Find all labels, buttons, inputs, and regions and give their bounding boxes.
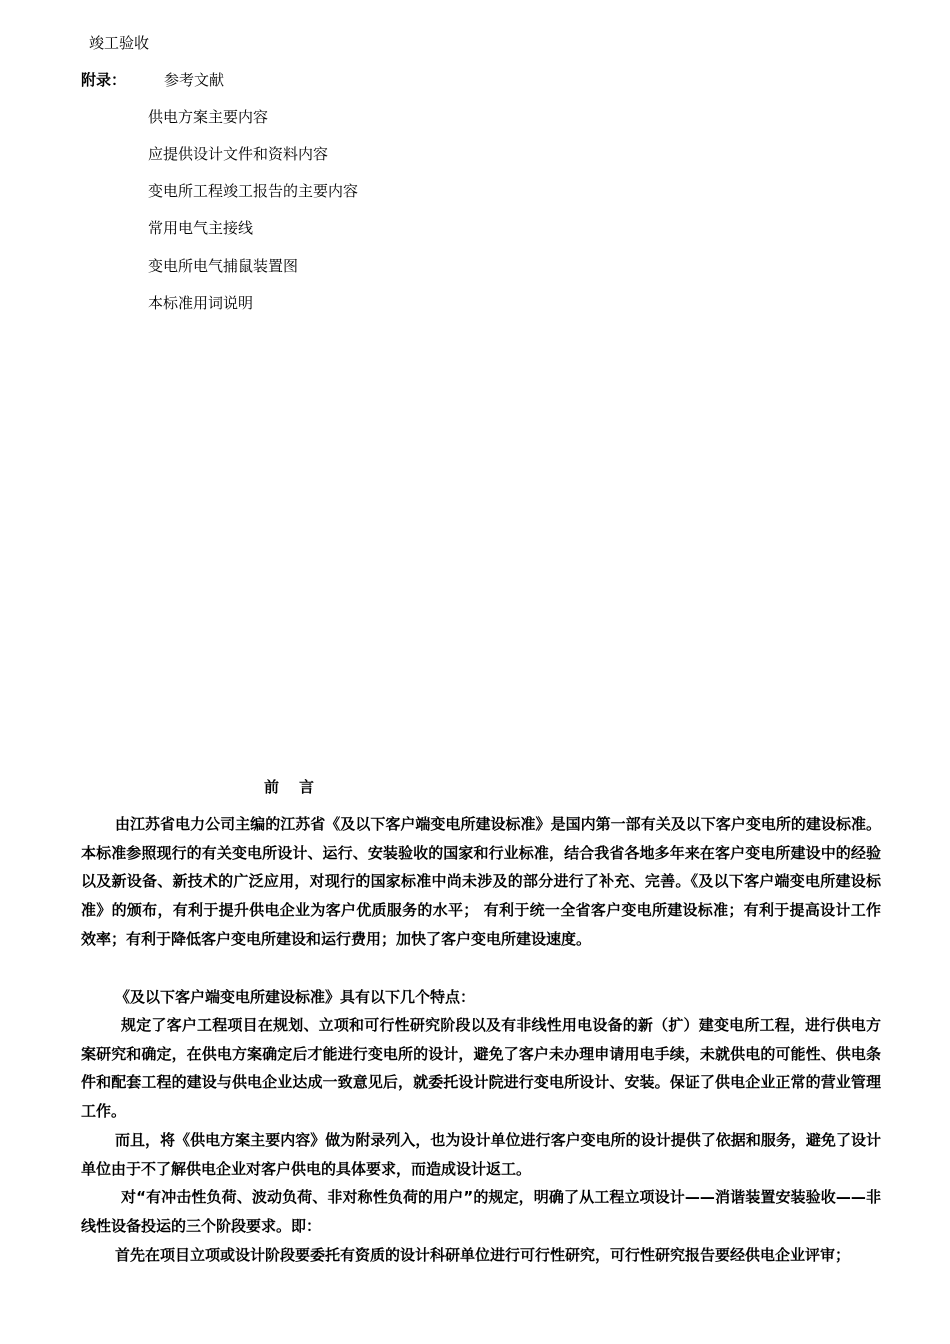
appendix-item: 变电所电气捕鼠装置图 xyxy=(148,257,299,275)
toc-item-completion: 竣工验收 xyxy=(89,34,150,52)
preface-title xyxy=(264,776,334,797)
appendix-item: 应提供设计文件和资料内容 xyxy=(148,145,329,163)
preface-paragraph: 规定了客户工程项目在规划、立项和可行性研究阶段以及有非线性用电设备的新（扩）建变电所工程，进行供电方案研究和确定，在供电方案确定后才能进行变电所的设计，避免了客户未办理申请用电手续，未就供电的可能性、供电条件和配套工程的建设与供电企业达成一致意见后，就委托设计院进行变电所设计、安装。保证了供电企业正常的营业管理工作。 xyxy=(81,1016,881,1121)
appendix-item: 参考文献 xyxy=(164,71,225,89)
preface-title-char: 前 xyxy=(264,778,280,796)
appendix-item: 供电方案主要内容 xyxy=(148,108,269,126)
preface-paragraph: 由江苏省电力公司主编的江苏省《及以下客户端变电所建设标准》是国内第一部有关及以下客户变电所的建设标准。本标准参照现行的有关变电所设计、运行、安装验收的国家和行业标准，结合我省各地多年来在客户变电所建设中的经验以及新设备、新技术的广泛应用，对现行的国家标准中尚未涉及的部分进行了补充、完善。《及以下客户端变电所建设标准》的颁布，有利于提升供电企业为客户优质服务的水平； 有利于统一全省客户变电所建设标准；有利于提高设计工作效率；有利于降低客户变电所建设和运行费用；加快了客户变电所建设速度。 xyxy=(81,815,881,948)
appendix-item: 常用电气主接线 xyxy=(148,219,254,237)
preface-title-char: 言 xyxy=(299,778,315,796)
preface-paragraph: 《及以下客户端变电所建设标准》具有以下几个特点： xyxy=(115,988,476,1006)
preface-paragraph: 对“有冲击性负荷、波动负荷、非对称性负荷的用户”的规定，明确了从工程立项设计——消谐装置安装验收——非线性设备投运的三个阶段要求。即： xyxy=(81,1188,881,1235)
preface-paragraph: 而且，将《供电方案主要内容》做为附录列入，也为设计单位进行客户变电所的设计提供了依据和服务，避免了设计单位由于不了解供电企业对客户供电的具体要求，而造成设计返工。 xyxy=(81,1131,881,1178)
appendix-label: 附录： xyxy=(81,71,127,89)
preface-paragraph: 首先在项目立项或设计阶段要委托有资质的设计科研单位进行可行性研究，可行性研究报告要经供电企业评审； xyxy=(115,1246,851,1264)
appendix-item: 变电所工程竣工报告的主要内容 xyxy=(148,182,359,200)
appendix-item: 本标准用词说明 xyxy=(148,294,254,312)
